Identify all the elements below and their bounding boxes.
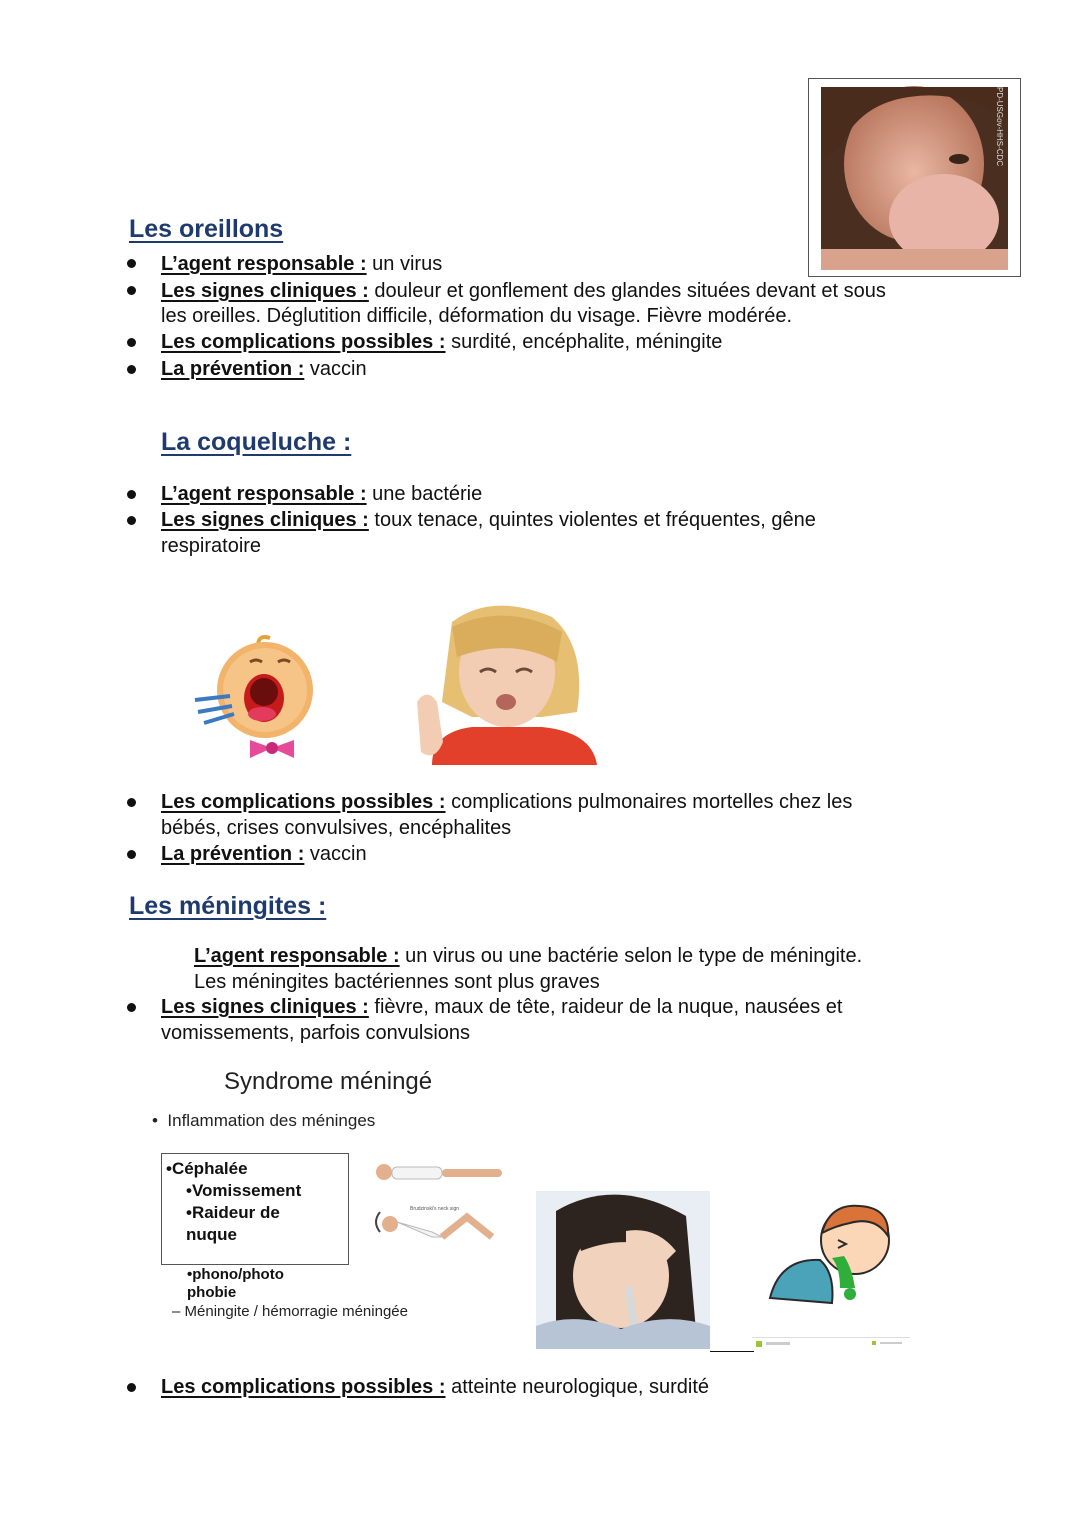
bullet-dot (127, 286, 136, 295)
meningites-agent: L’agent responsable : un virus ou une bactérie selon le type de méningite. (194, 945, 863, 967)
coughing-girl-photo (412, 602, 602, 765)
coqueluche-signes: Les signes cliniques : toux tenace, quintes violentes et fréquentes, gêne (161, 509, 816, 531)
vomiting-boy-illustration (760, 1198, 910, 1316)
coqueluche-agent: L’agent responsable : une bactérie (161, 483, 483, 505)
bullet-dot (127, 850, 136, 859)
photo-credit: PD-USGov-HHS-CDC (995, 87, 1004, 167)
coqueluche-complications: Les complications possibles : complications pulmonaires mortelles chez les (161, 791, 853, 813)
brudzinski-caption: Brudzinski's neck sign (410, 1206, 460, 1212)
bullet-dot (127, 490, 136, 499)
oreillons-title: Les oreillons (129, 215, 284, 243)
slide-title: Syndrome méningé (224, 1068, 433, 1095)
coqueluche-title: La coqueluche : (161, 428, 352, 456)
oreillons-complications: Les complications possibles : surdité, encéphalite, méningite (161, 331, 723, 353)
meningites-agent-2: Les méningites bactériennes sont plus graves (194, 971, 600, 993)
bullet-dot (127, 365, 136, 374)
bullet-dot (127, 1003, 136, 1012)
meningites-complications: Les complications possibles : atteinte neurologique, surdité (161, 1376, 710, 1398)
coughing-baby-illustration (190, 630, 320, 765)
bullet-dot (127, 798, 136, 807)
slide-bullet: • Inflammation des méninges (152, 1111, 376, 1130)
dash-item: – Méningite / hémorragie méningée (172, 1303, 408, 1320)
bullet-dot (127, 259, 136, 268)
oreillons-signes-2: les oreilles. Déglutition difficile, déformation du visage. Fièvre modérée. (161, 305, 793, 327)
oreillons-agent: L’agent responsable : un virus (161, 253, 443, 275)
oreillons-prevention: La prévention : vaccin (161, 358, 367, 380)
slide-footer-strip (752, 1337, 910, 1352)
brudzinski-illustration (372, 1152, 512, 1252)
meningites-signes-2: vomissements, parfois convulsions (161, 1022, 471, 1044)
bullet-dot (127, 1383, 136, 1392)
coqueluche-complications-2: bébés, crises convulsives, encéphalites (161, 817, 512, 839)
oreillons-signes: Les signes cliniques : douleur et gonflement des glandes situées devant et sous (161, 280, 886, 302)
phono-text: •phono/photo phobie (187, 1266, 284, 1301)
mumps-photo (808, 78, 1021, 277)
divider-line (710, 1351, 754, 1352)
coqueluche-signes-2: respiratoire (161, 535, 262, 557)
coqueluche-prevention: La prévention : vaccin (161, 843, 367, 865)
sick-girl-photo (536, 1191, 710, 1349)
bullet-dot (127, 516, 136, 525)
meningites-signes: Les signes cliniques : fièvre, maux de tête, raideur de la nuque, nausées et (161, 996, 843, 1018)
bullet-dot (127, 338, 136, 347)
symptom-box: •Céphalée •Vomissement •Raideur de nuque (161, 1153, 349, 1265)
meningites-title: Les méningites : (129, 892, 327, 920)
